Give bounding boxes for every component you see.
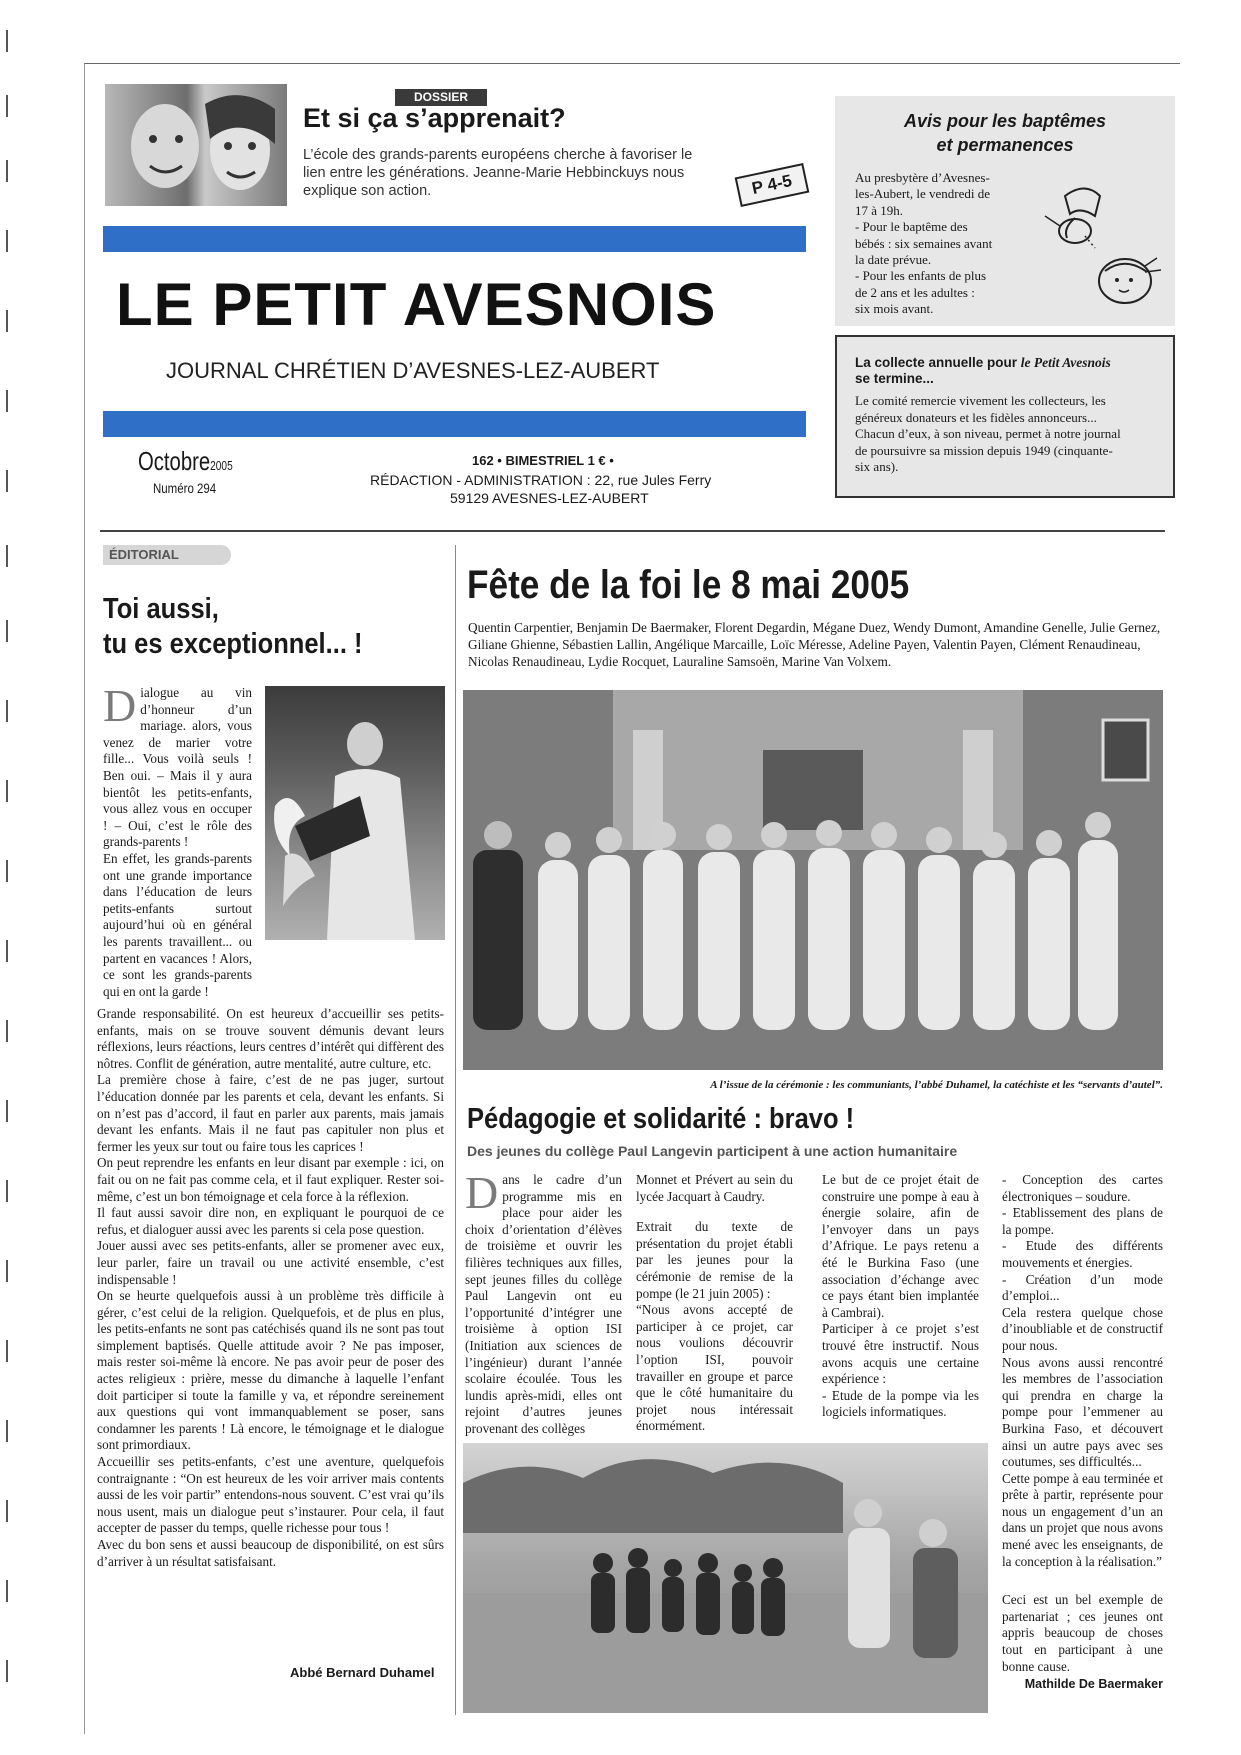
editorial-narrow-column (103, 680, 252, 1000)
issue-month (138, 446, 233, 477)
avis-line: - Pour le baptême des (855, 219, 968, 235)
collecte-line: généreux donateurs et les fidèles annonceurs... (855, 409, 1097, 425)
issue-year: 2005 (210, 458, 233, 473)
pedagogie-title: Pédagogie et solidarité : bravo ! (467, 1103, 855, 1135)
pedagogie-col2-para-a: Monnet et Prévert au sein du lycée Jacquart à Caudry. (636, 1172, 793, 1204)
children-outdoors-illustration (463, 1443, 988, 1713)
dossier-title: Et si ça s’apprenait? (303, 103, 566, 133)
editorial-paragraph-7: Jouer aussi avec ses petits-enfants, aller se promener avec eux, leur parler, faire un travail ou une activité ensemble, c’est indispensable ! (97, 1238, 444, 1287)
editorial-title-line1: Toi aussi, (103, 593, 219, 625)
fete-title: Fête de la foi le 8 mai 2005 (467, 563, 910, 607)
editorial-wide-column (97, 1006, 444, 1570)
page-reference-badge: P 4-5 (735, 163, 810, 207)
priest-at-lectern-illustration (265, 686, 445, 940)
masthead-subtitle: JOURNAL CHRÉTIEN D’AVESNES-LEZ-AUBERT (166, 358, 660, 383)
pedagogie-column-3 (822, 1172, 979, 1421)
editorial-paragraph-4: La première chose à faire, c’est de ne pas juger, surtout l’éducation donnée par les parents et cela, devant les enfants. Si on n’est pas d’accord, il faut en parler aux parents, mais jamais devant les enfants. Mais il ne faut pas capituler non plus et fermer les yeux sur tout ou faire tous les caprices ! (97, 1072, 444, 1154)
pedagogie-col4-para-c: Cette pompe à eau terminée et prête à partir, représente pour nous un engagement d’un an dans un projet que nous avons mené avec les enseignants, de la conception à la réalisation.” (1002, 1470, 1163, 1569)
collecte-heading-end: se termine... (855, 371, 934, 386)
collecte-heading-start: La collecte annuelle pour (855, 355, 1021, 370)
editorial-paragraph-6: Il faut aussi savoir dire non, en expliquant le pourquoi de ce refus, et dialoguer aussi avec les parents si cela pose question. (97, 1205, 444, 1237)
editorial-dropcap: D (103, 680, 137, 731)
column-divider (455, 545, 456, 1715)
pedagogie-col1-text (465, 1167, 622, 1438)
avis-title-line1: Avis pour les baptêmes (903, 111, 1107, 131)
editorial-paragraph-1 (103, 680, 252, 851)
pedagogie-col2-para-c: “Nous avons accepté de participer à ce projet, car nous voulions découvrir l’option ISI, pouvoir travailler en groupe et parce que le côté humanitaire du projet nous intéressait énormément. (636, 1302, 793, 1434)
avis-line: les-Aubert, le vendredi de (855, 186, 991, 202)
masthead-title: LE PETIT AVESNOIS (116, 271, 717, 338)
pedagogie-col3-para-c: - Etude de la pompe via les logiciels informatiques. (822, 1387, 979, 1420)
masthead-bar-top (103, 226, 806, 252)
fete-names: Quentin Carpentier, Benjamin De Baermaker, Florent Degardin, Mégane Duez, Wendy Dumont, Amandine Genelle, Julie Gernez, Giliane Ghienne, Sébastien Lallin, Angélique Marcaille, Loïc Méresse, Adeline Payen, Valentin Payen, Clément Renaudineau, Nicolas Renaudineau, Lydie Rocquet, Lauraline Samsoën, Marine Van Volxem. (468, 620, 1161, 669)
faces-illustration (105, 84, 287, 206)
pedagogie-list-item: - Conception des cartes électroniques – soudure. (1002, 1172, 1163, 1204)
collecte-line: Le comité remercie vivement les collecteurs, les (855, 393, 1106, 408)
issue-number: Numéro 294 (153, 480, 217, 496)
baptism-illustration (1025, 176, 1165, 316)
pedagogie-col2-para-b: Extrait du texte de présentation du projet établi par les jeunes pour la cérémonie de remise de la pompe (le 21 juin 2005) : (636, 1219, 793, 1301)
avis-line: de 2 ans et les adultes : (855, 284, 975, 300)
pedagogie-col3-para-a: Le but de ce projet était de construire une pompe à eau à énergie solaire, afin de l’envoyer dans un pays d’Afrique. Le pays retenu a été le Burkina Faso (une association d’échange avec ce pays étant bien implantée à Cambrai). (822, 1172, 979, 1320)
collecte-line: Chacun d’eux, à son niveau, permet à notre journal (855, 426, 1121, 441)
pedagogie-col4-para-b: Nous avons aussi rencontré les membres de l’association qui prendra en charge la pompe pour l’emmener au Burkina Faso, et découvert ainsi un autre pays avec ses coutumes, ses difficultés... (1002, 1354, 1163, 1470)
pedagogie-column-1 (465, 1167, 622, 1438)
avis-box (835, 96, 1175, 326)
avis-line: Au presbytère d’Avesnes- (855, 170, 990, 185)
address-line-2: 59129 AVESNES-LEZ-AUBERT (450, 490, 649, 506)
avis-line: - Pour les enfants de plus (855, 268, 987, 284)
pedagogie-col1-body: ans le cadre d’un programme mis en place pour aider les choix d’orientation d’élèves de troisième et ouvrir les filières techniques aux filles, sept jeunes filles du collège Paul Langevin ont eu l’opportunité d’intégrer une troisième à option ISI (Initiation aux sciences de l’ingénieur) durant l’année scolaire écoulée. Tous les lundis après-midi, elles ont rejoint d’autres jeunes provenant des collèges (465, 1172, 622, 1436)
editorial-paragraph-10: Avec du bon sens et aussi beaucoup de disponibilité, on est sûrs d’arriver à un résultat satisfaisant. (97, 1537, 444, 1569)
pedagogie-subtitle: Des jeunes du collège Paul Langevin participent à une action humanitaire (467, 1143, 958, 1159)
pedagogie-signature: Mathilde De Baermaker (1024, 1677, 1163, 1692)
pedagogie-col4-para-d: Ceci est un bel exemple de partenariat ; ces jeunes ont appris beaucoup de choses tout en participant à une bonne cause. (1002, 1592, 1163, 1674)
address-line-1: RÉDACTION - ADMINISTRATION : 22, rue Jules Ferry (370, 472, 712, 488)
editorial-signature: Abbé Bernard Duhamel (290, 1665, 435, 1680)
pedagogie-list-item: - Création d’un mode d’emploi... (1002, 1271, 1163, 1304)
editorial-paragraph-8: On se heurte quelquefois aussi à un problème très difficile à gérer, c’est celui de la religion. Quelquefois, et de plus en plus, les petits-enfants ne sont pas catéchisés quand ils ne sont pas tout simplement baptisés. Quelle attitude avoir ? Ne pas imposer, mais rester soi-même là encore. Ne pas avoir peur de poser des actes religieux : prière, messe du dimanche à laquelle l’enfant doit participer si toute la famille y va, et répondre sereinement aux questions qui vont immanquablement se poser, sans condamner les parents ! Là encore, le témoignage et le dialogue sont primordiaux. (97, 1288, 444, 1453)
dossier-tag: DOSSIER (395, 89, 487, 106)
avis-title-line2: et permanences (936, 135, 1074, 155)
avis-line: 17 à 19h. (855, 202, 904, 218)
editorial-paragraph-3: Grande responsabilité. On est heureux d’accueillir ses petits-enfants, mais on se trouve souvent démunis devant leurs réflexions, leurs réactions, leurs centres d’intérêt qui diffèrent des nôtres. Conflit de génération, autre mentalité, autre culture, etc. (97, 1006, 444, 1071)
dossier-text: L’école des grands-parents européens cherche à favoriser le lien entre les générations. Jeanne-Marie Hebbinckuys nous explique son action. (303, 147, 693, 199)
collecte-text (855, 393, 1165, 476)
editorial-paragraph-1-text: ialogue au vin d’honneur d’un mariage. alors, vous venez de marier votre fille... Vous voilà seuls ! Ben oui. – Mais il y aura bientôt les petits-enfants, vous allez vous en occuper ! – Oui, c’est le rôle des grands-parents ! (103, 685, 252, 850)
editorial-tag: ÉDITORIAL (103, 545, 231, 565)
avis-text (855, 170, 1025, 318)
price-line: 162 • BIMESTRIEL 1 € • (472, 453, 614, 468)
editorial-paragraph-9: Accueillir ses petits-enfants, c’est une aventure, quelquefois contraignante : “On est heureux de les voir arriver mais contents aussi de les voir partir” entendons-nous souvent. C’est vrai qu’ils nous usent, mais un dialogue peut s’instaurer. Pour cela, il faut accepter de passer du temps, quelle richesse pour tous ! (97, 1454, 444, 1536)
avis-line: six mois avant. (855, 301, 934, 317)
avis-line: bébés : six semaines avant (855, 235, 993, 251)
pedagogie-column-2 (636, 1172, 793, 1435)
pedagogie-list-item: - Etude des différents mouvements et énergies. (1002, 1238, 1163, 1270)
pedagogie-col3-para-b: Participer à ce projet s’est trouvé être instructif. Nous avons acquis une certaine expérience : (822, 1321, 979, 1387)
grandparent-child-photo (105, 84, 287, 206)
pedagogie-col4-para-a: Cela restera quelque chose d’inoubliable et de constructif pour nous. (1002, 1304, 1163, 1353)
editorial-paragraph-2: En effet, les grands-parents ont une grande importance dans l’éducation de leurs petits-enfants surtout aujourd’hui où en général les parents travaillent... ou partent en vacances ! Alors, ce sont les grands-parents qui en ont la garde ! (103, 850, 252, 999)
pedagogie-dropcap: D (465, 1167, 499, 1218)
editorial-paragraph-5: On peut reprendre les enfants en leur disant par exemple : ici, on fait ou on ne fait pas comme cela, et il faut expliquer. Rester soi-même, c’est un bon témoignage et cela force à la réflexion. (97, 1155, 444, 1204)
header-divider (100, 530, 1165, 532)
priest-photo (265, 686, 445, 940)
burkina-children-photo (463, 1443, 988, 1713)
pedagogie-column-4 (1002, 1172, 1163, 1691)
church-group-illustration (463, 690, 1163, 1070)
collecte-line: de poursuivre sa mission depuis 1949 (cinquante- (855, 442, 1113, 458)
fete-photo-caption: A l’issue de la cérémonie : les communiants, l’abbé Duhamel, la catéchiste et les “servants d’autel”. (710, 1079, 1163, 1091)
collecte-box (835, 335, 1175, 498)
communion-group-photo (463, 690, 1163, 1070)
collecte-heading-journal: le Petit Avesnois (1020, 355, 1111, 370)
masthead-bar-bottom (103, 411, 806, 437)
editorial-title-line2: tu es exceptionnel... ! (103, 628, 363, 660)
collecte-line: six ans). (855, 459, 899, 474)
avis-line: la date prévue. (855, 252, 932, 268)
collecte-heading (855, 355, 1165, 387)
pedagogie-list-item: - Etablissement des plans de la pompe. (1002, 1205, 1163, 1237)
issue-month-label: Octobre (138, 446, 211, 476)
